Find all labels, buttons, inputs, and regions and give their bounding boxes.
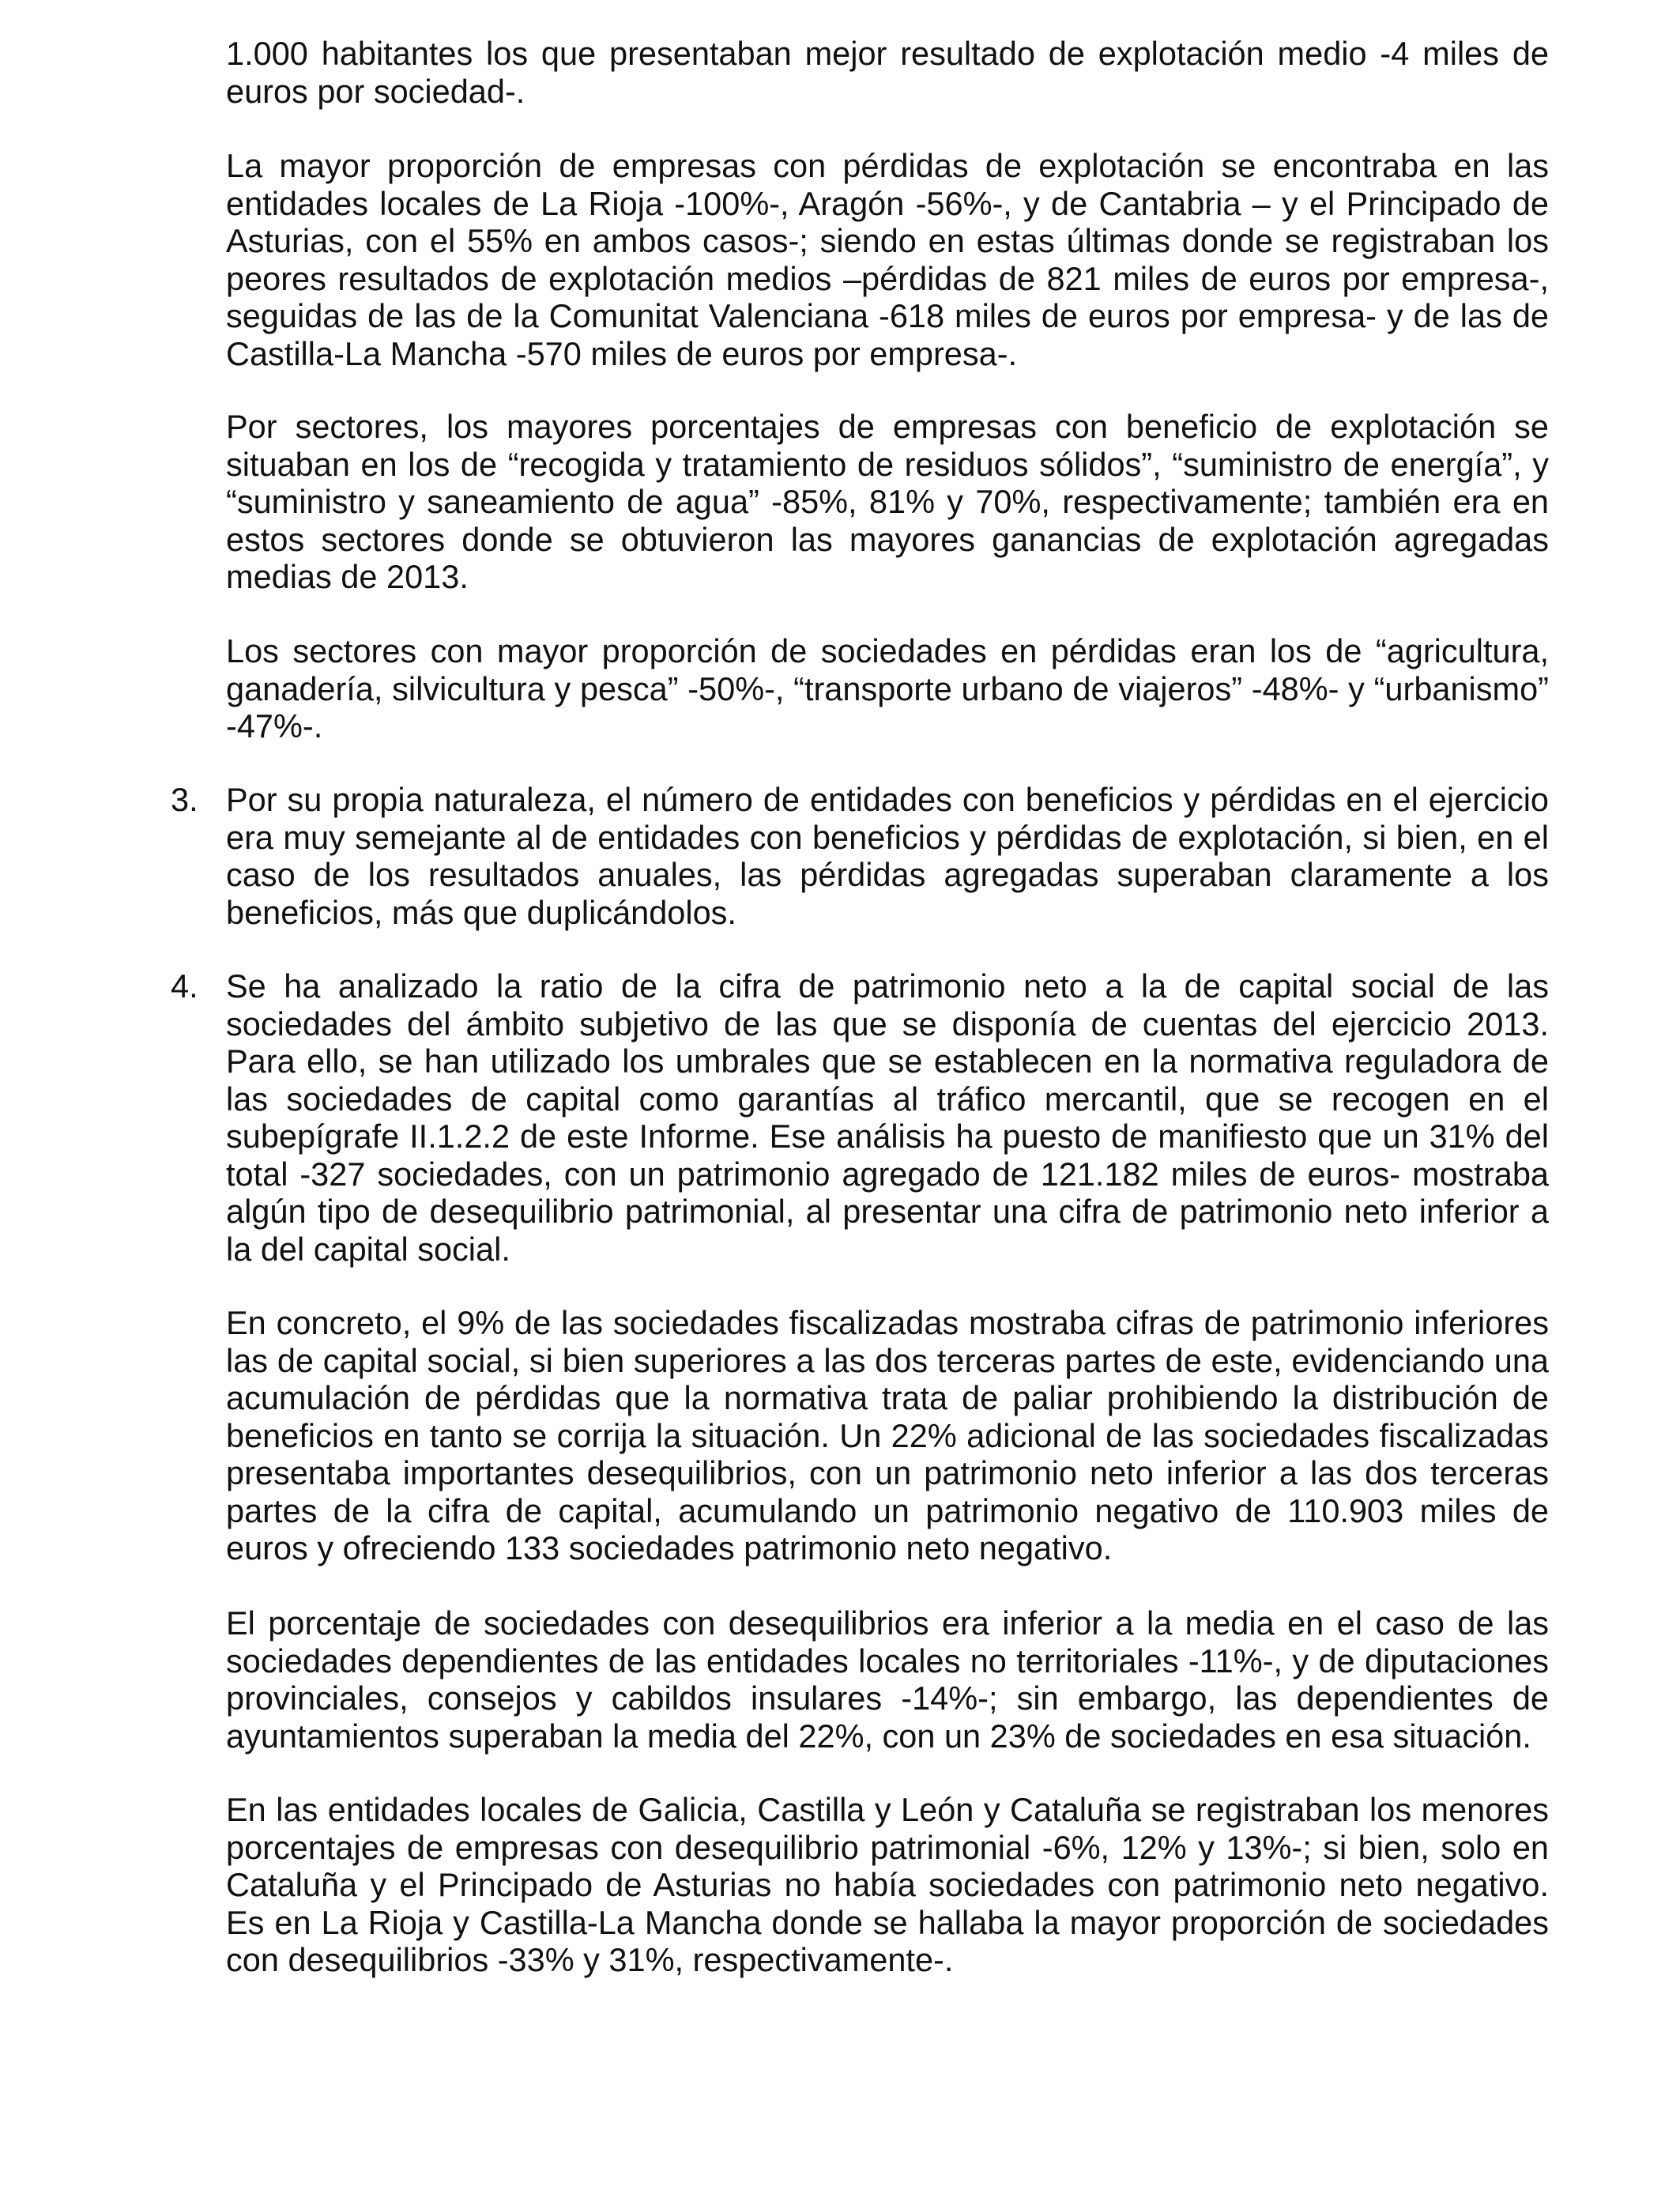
paragraph-imbalance-by-entity-type: El porcentaje de sociedades con desequilibrios era inferior a la media en el caso de las sociedades dependientes de las entidades locales no territoriales -11%-, y de diputaciones provinciales, consejos y cabildos insulares -14%-; sin embargo, las dependientes de ayuntamientos superaban la media del 22%, con un 23% de sociedades en esa situación. xyxy=(226,1604,1549,1755)
paragraph-profits-by-sector: Por sectores, los mayores porcentajes de empresas con beneficio de explotación se situaban en los de “recogida y tratamiento de residuos sólidos”, “suministro de energía”, y “suministro y saneamiento de agua” -85%, 81% y 70%, respectivamente; también era en estos sectores donde se obtuvieron las mayores ganancias de explotación agregadas medias de 2013. xyxy=(226,408,1549,595)
list-number: 4. xyxy=(171,967,198,1005)
paragraph-intro-continuation: 1.000 habitantes los que presentaban mejor resultado de explotación medio -4 miles de euros por sociedad-. xyxy=(226,35,1549,110)
paragraph-imbalance-by-region: En las entidades locales de Galicia, Castilla y León y Cataluña se registraban los menores porcentajes de empresas con desequilibrio patrimonial -6%, 12% y 13%-; si bien, solo en Cataluña y el Principado de Asturias no había sociedades con patrimonio neto negativo. Es en La Rioja y Castilla-La Mancha donde se hallaba la mayor proporción de sociedades con desequilibrios -33% y 31%, respectivamente-. xyxy=(226,1791,1549,1978)
list-item-text: Se ha analizado la ratio de la cifra de patrimonio neto a la de capital social de las sociedades del ámbito subjetivo de las que se disponía de cuentas del ejercicio 2013. Para ello, se han utilizado los umbrales que se establecen en la normativa reguladora de las sociedades de capital como garantías al tráfico mercantil, que se recogen en el subepígrafe II.1.2.2 de este Informe. Ese análisis ha puesto de manifiesto que un 31% del total -327 sociedades, con un patrimonio agregado de 121.182 miles de euros- mostraba algún tipo de desequilibrio patrimonial, al presentar una cifra de patrimonio neto inferior a la del capital social. xyxy=(226,967,1549,1268)
paragraph-equity-imbalance-detail: En concreto, el 9% de las sociedades fiscalizadas mostraba cifras de patrimonio inferiores las de capital social, si bien superiores a las dos terceras partes de este, evidenciando una acumulación de pérdidas que la normativa trata de paliar prohibiendo la distribución de beneficios en tanto se corrija la situación. Un 22% adicional de las sociedades fiscalizadas presentaba importantes desequilibrios, con un patrimonio neto inferior a las dos terceras partes de la cifra de capital, acumulando un patrimonio negativo de 110.903 miles de euros y ofreciendo 133 sociedades patrimonio neto negativo. xyxy=(226,1304,1549,1566)
paragraph-losses-by-sector: Los sectores con mayor proporción de sociedades en pérdidas eran los de “agricultura, ganadería, silvicultura y pesca” -50%-, “transporte urbano de viajeros” -48%- y “urbanismo” -47%-. xyxy=(226,632,1549,745)
list-item-text: Por su propia naturaleza, el número de entidades con beneficios y pérdidas en el ejercicio era muy semejante al de entidades con beneficios y pérdidas de explotación, si bien, en el caso de los resultados anuales, las pérdidas agregadas superaban claramente a los beneficios, más que duplicándolos. xyxy=(226,781,1549,931)
list-number: 3. xyxy=(171,781,198,818)
paragraph-losses-by-region: La mayor proporción de empresas con pérdidas de explotación se encontraba en las entidades locales de La Rioja -100%-, Aragón -56%-, y de Cantabria – y el Principado de Asturias, con el 55% en ambos casos-; siendo en estas últimas donde se registraban los peores resultados de explotación medios –pérdidas de 821 miles de euros por empresa-, seguidas de las de la Comunitat Valenciana -618 miles de euros por empresa- y de las de Castilla-La Mancha -570 miles de euros por empresa-. xyxy=(226,147,1549,372)
